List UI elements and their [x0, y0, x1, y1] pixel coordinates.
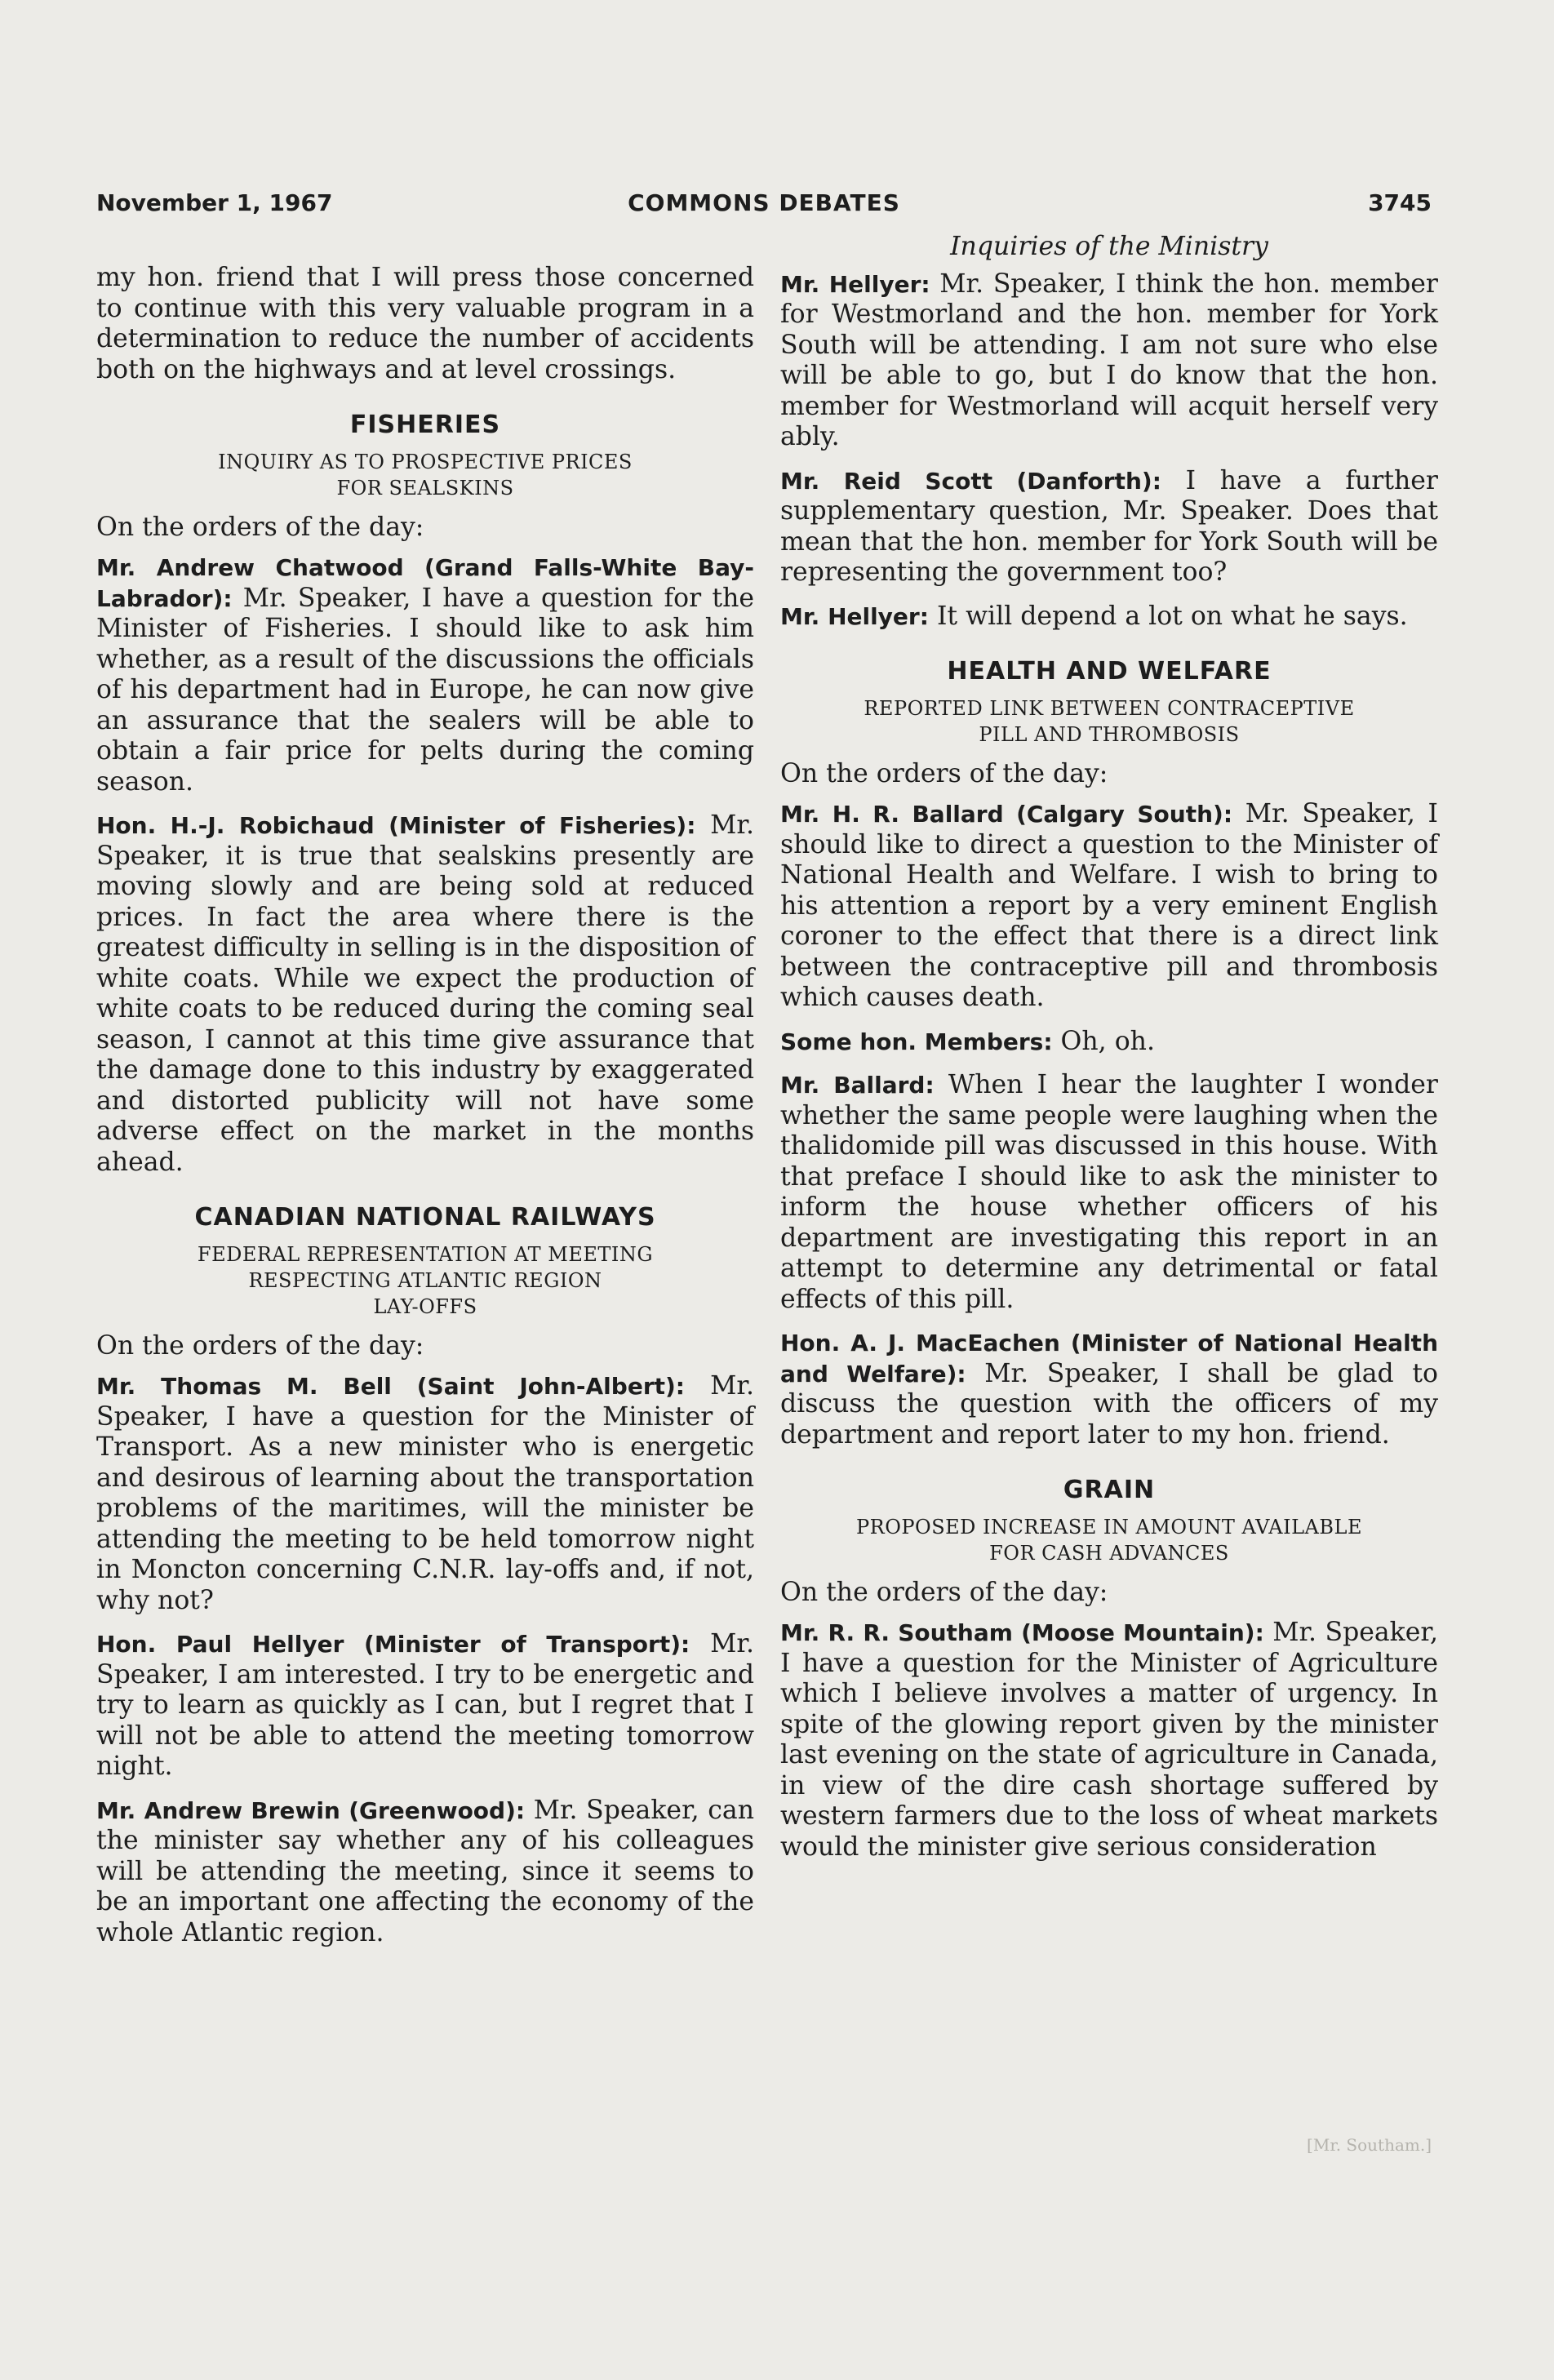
subheading-line: REPORTED LINK BETWEEN CONTRACEPTIVE — [864, 696, 1355, 720]
subheading — [96, 449, 754, 501]
speech — [780, 1328, 1438, 1450]
speaker-name: Hon. H.-J. Robichaud (Minister of Fisheries): — [96, 812, 696, 839]
speech — [96, 553, 754, 797]
subheading — [780, 695, 1438, 748]
speech — [96, 1371, 754, 1616]
subheading-line: PROPOSED INCREASE IN AMOUNT AVAILABLE — [856, 1515, 1362, 1539]
speech-text: Oh, oh. — [1052, 1026, 1155, 1056]
speech-text: Mr. Speaker, I am interested. I try to be energetic and try to learn as quickly as I can, but I regret that I will not be able to attend the meeting tomorrow night. — [96, 1629, 754, 1781]
speech-text: Mr. Speaker, I should like to direct a question to the Minister of National Health and Welfare. I wish to bring to his attention a report by a very eminent English coroner to the effect that there is a direct link between the contraceptive pill and thrombosis which causes death. — [780, 799, 1438, 1012]
left-column — [96, 263, 754, 1961]
page-header — [96, 189, 1432, 222]
speech-text: I have a further supplementary question, Mr. Speaker. Does that mean that the hon. member for York South will be representing the government too? — [780, 465, 1438, 587]
header-title: COMMONS DEBATES — [628, 189, 900, 216]
speech — [780, 466, 1438, 588]
section-heading-cnr: CANADIAN NATIONAL RAILWAYS — [194, 1203, 656, 1232]
paragraph: my hon. friend that I will press those concerned to continue with this very valuable program in a determination to reduce the number of accidents both on the highways and at level crossings. — [96, 263, 754, 384]
subheading-line: FOR CASH ADVANCES — [989, 1541, 1229, 1565]
section-heading-grain: GRAIN — [1063, 1476, 1156, 1504]
marginal-note: [Mr. Southam.] — [1307, 2135, 1432, 2155]
speech-text: It will depend a lot on what he says. — [928, 601, 1408, 631]
speech — [780, 1618, 1438, 1863]
subheading — [780, 1514, 1438, 1566]
speech — [780, 1070, 1438, 1315]
speech-text: Mr. Speaker, I have a question for the Minister of Fisheries. I should like to ask him whether, as a result of the discussions the officials of his department had in Europe, he can now give an assurance that the sealers will be able to obtain a fair price for pelts during the coming season. — [96, 583, 754, 797]
speaker-name: Mr. Andrew Chatwood (Grand Falls-White Bay-Labrador): — [96, 554, 754, 612]
speaker-name: Mr. H. R. Ballard (Calgary South): — [780, 801, 1233, 828]
speaker-name: Mr. Hellyer: — [780, 270, 930, 298]
speaker-name: Hon. Paul Hellyer (Minister of Transport): — [96, 1631, 690, 1658]
speech-text: Mr. Speaker, I have a question for the Minister of Agriculture which I believe involves a matter of urgency. In spite of the glowing report given by the minister last evening on the state of agriculture in Canada, in view of the dire cash shortage suffered by western farmers due to the loss of wheat markets would the minister give serious consideration — [780, 1618, 1438, 1862]
speaker-name: Mr. R. R. Southam (Moose Mountain): — [780, 1619, 1264, 1646]
subheading-line: PILL AND THROMBOSIS — [979, 722, 1240, 746]
speech-text: Mr. Speaker, it is true that sealskins presently are moving slowly and are being sold at reduced prices. In fact the area where there is the greatest difficulty in selling is in the disposition of white coats. While we expect the production of white coats to be reduced during the coming seal season, I cannot at this time give assurance that the damage done to this industry by exaggerated and distorted publicity will not have some adverse effect on the market in the months ahead. — [96, 810, 754, 1177]
right-column — [780, 232, 1438, 1876]
speech-text: Mr. Speaker, can the minister say whether any of his colleagues will be attending the meeting, since it seems to be an important one affecting the economy of the whole Atlantic region. — [96, 1795, 754, 1947]
orders-of-the-day: On the orders of the day: — [96, 1330, 424, 1361]
speech — [780, 602, 1438, 633]
subheading-line: FEDERAL REPRESENTATION AT MEETING — [197, 1242, 654, 1266]
subheading — [96, 1241, 754, 1320]
speech — [780, 269, 1438, 453]
speaker-name: Mr. Ballard: — [780, 1072, 935, 1099]
speaker-name: Mr. Thomas M. Bell (Saint John-Albert): — [96, 1373, 686, 1400]
running-head: Inquiries of the Ministry — [950, 232, 1268, 261]
page-number: 3745 — [1368, 189, 1432, 216]
speech-text: Mr. Speaker, I have a question for the Minister of Transport. As a new minister who is energetic and desirous of learning about the transportation problems of the maritimes, will the minister be attending the meeting to be held tomorrow night in Moncton concerning C.N.R. lay-offs and, if not, why not? — [96, 1371, 754, 1615]
subheading-line: RESPECTING ATLANTIC REGION — [248, 1268, 602, 1292]
orders-of-the-day: On the orders of the day: — [96, 512, 424, 542]
speech — [780, 799, 1438, 1014]
speaker-name: Mr. Andrew Brewin (Greenwood): — [96, 1796, 526, 1824]
subheading-line: LAY-OFFS — [373, 1294, 477, 1318]
section-heading-fisheries: FISHERIES — [349, 411, 501, 439]
speech — [96, 810, 754, 1178]
orders-of-the-day: On the orders of the day: — [780, 1577, 1108, 1607]
speaker-name: Mr. Hellyer: — [780, 602, 929, 630]
speech — [96, 1629, 754, 1783]
speech — [96, 1796, 754, 1949]
section-heading-health: HEALTH AND WELFARE — [947, 657, 1272, 686]
speech-text: Mr. Speaker, I think the hon. member for Westmorland and the hon. member for York South will be attending. I am not sure who else will be able to go, but I do know that the hon. member for Westmorland will acquit herself very ably. — [780, 269, 1438, 451]
speech-text: Mr. Speaker, I shall be glad to discuss the question with the officers of my department and report later to my hon. friend. — [780, 1358, 1438, 1450]
speaker-name: Some hon. Members: — [780, 1028, 1053, 1055]
speaker-name: Hon. A. J. MacEachen (Minister of National Health and Welfare): — [780, 1330, 1438, 1388]
speech-text: When I hear the laughter I wonder whether the same people were laughing when the thalidomide pill was discussed in this house. With that preface I should like to ask the minister to inform the house whether officers of his department are investigating this report in an attempt to determine any detrimental or fatal effects of this pill. — [780, 1070, 1438, 1314]
header-date: November 1, 1967 — [96, 189, 333, 216]
subheading-line: FOR SEALSKINS — [336, 476, 514, 500]
subheading-line: INQUIRY AS TO PROSPECTIVE PRICES — [218, 450, 633, 473]
orders-of-the-day: On the orders of the day: — [780, 758, 1108, 788]
speech — [780, 1027, 1438, 1058]
speaker-name: Mr. Reid Scott (Danforth): — [780, 467, 1161, 495]
